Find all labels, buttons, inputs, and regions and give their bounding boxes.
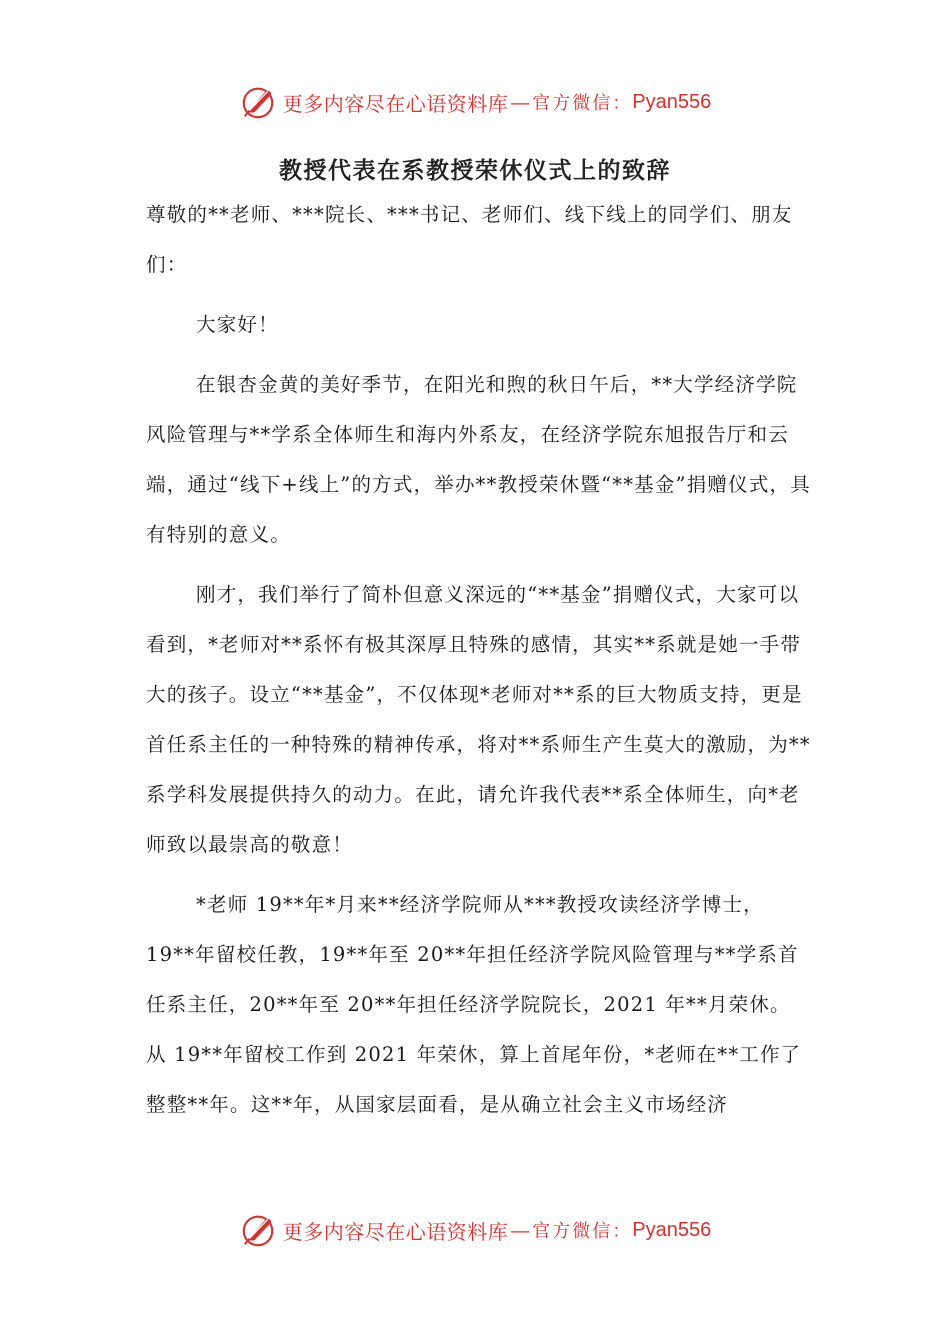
banner-dash: — — [510, 90, 531, 114]
document-body — [146, 190, 811, 1140]
paragraph-1: 在银杏金黄的美好季节，在阳光和煦的秋日午后，**大学经济学院风险管理与**学系全体师生和海内外系友，在经济学院东旭报告厅和云端，通过“线下+线上”的方式，举办**教授荣休暨“**基金”捐赠仪式，具有特别的意义。 — [146, 373, 811, 546]
banner-dash: — — [510, 1218, 531, 1242]
banner-wechat-id: Pyan556 — [632, 1218, 712, 1241]
banner-wechat-label: 官方微信： — [532, 93, 633, 114]
header-watermark-banner — [0, 80, 950, 124]
salutation: 尊敬的**老师、***院长、***书记、老师们、线下线上的同学们、朋友们： — [146, 203, 793, 276]
banner-slogan: 更多内容尽在心语资料库 — [282, 91, 509, 116]
paragraph-3: *老师 19**年*月来**经济学院师从***教授攻读经济学博士，19**年留校任教，19**年至 20**年担任经济学院风险管理与**学系首任系主任，20**年至 20**年担任经济学院院长，2021 年**月荣休。从 19**年留校工作到 2021 年荣休，算上首尾年份，*老师在**工作了整整**年。这**年，从国家层面看，是从确立社会主义市场经济 — [146, 893, 802, 1116]
document-title: 教授代表在系教授荣休仪式上的致辞 — [279, 158, 671, 184]
footer-watermark-banner — [0, 1208, 950, 1252]
banner-wechat-id: Pyan556 — [632, 90, 712, 113]
paragraph-2: 刚才，我们举行了简朴但意义深远的“**基金”捐赠仪式，大家可以看到，*老师对**系怀有极其深厚且特殊的感情，其实**系就是她一手带大的孩子。设立“**基金”，不仅体现*老师对**系的巨大物质支持，更是首任系主任的一种特殊的精神传承，将对**系师生产生莫大的激励，为**系学科发展提供持久的动力。在此，请允许我代表**系全体师生，向*老师致以最崇高的敬意！ — [146, 583, 811, 856]
banner-slogan: 更多内容尽在心语资料库 — [282, 1219, 509, 1244]
quill-pen-logo-icon — [239, 83, 277, 121]
banner-wechat-label: 官方微信： — [532, 1221, 633, 1242]
quill-pen-logo-icon — [239, 1211, 277, 1249]
greeting: 大家好！ — [196, 313, 279, 336]
